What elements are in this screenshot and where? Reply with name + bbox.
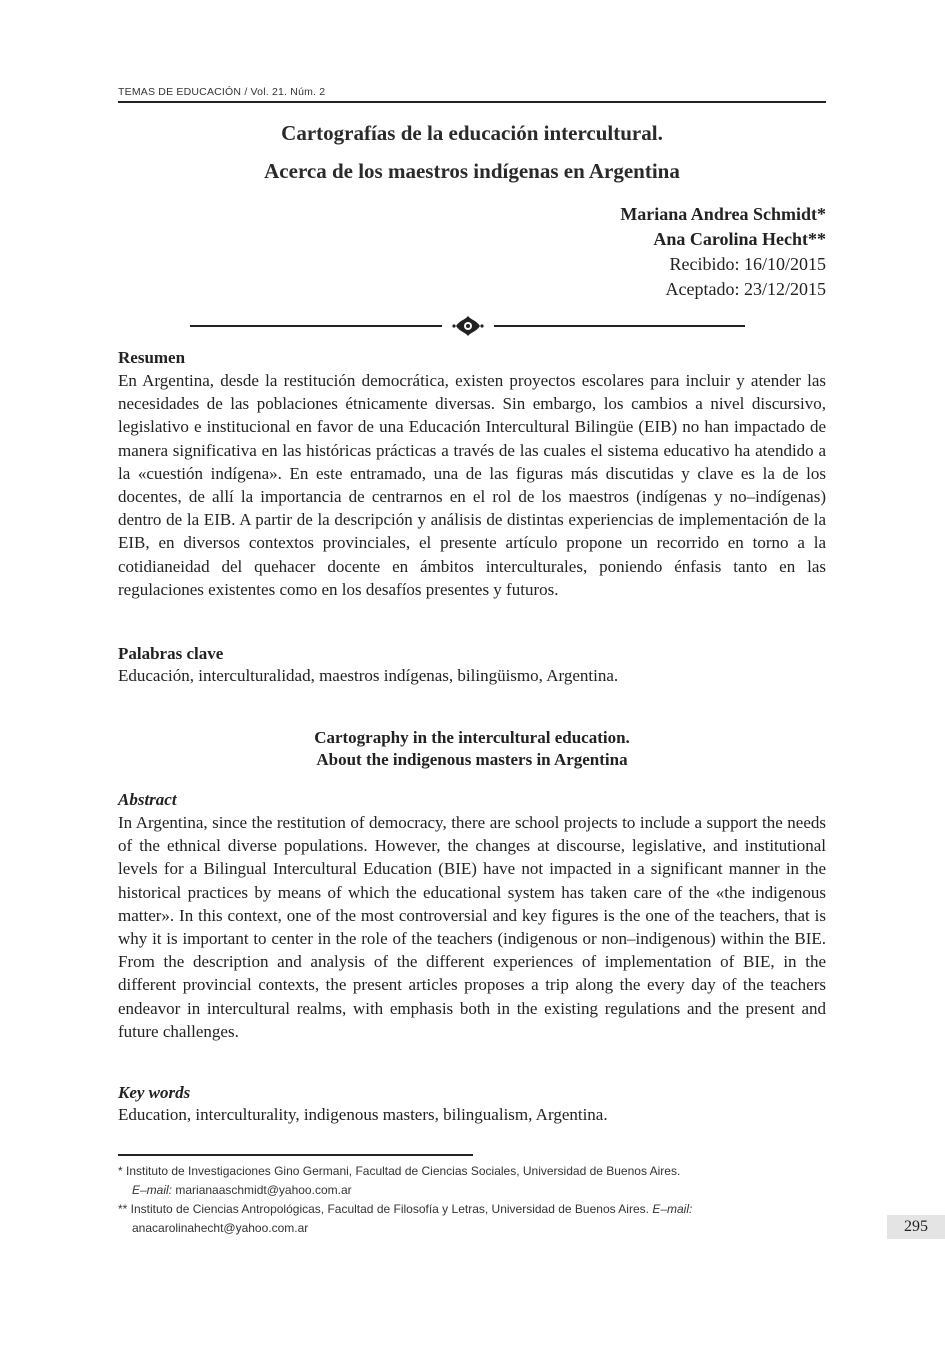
fleuron-icon <box>452 315 484 337</box>
footnote-1-text: * Instituto de Investigaciones Gino Germani, Facultad de Ciencias Sociales, Universidad de Buenos Aires. <box>118 1164 681 1178</box>
resumen-heading: Resumen <box>118 348 186 367</box>
footnote-1-email-line <box>118 1181 826 1200</box>
page-number: 295 <box>887 1215 945 1239</box>
divider-line-right <box>494 325 745 327</box>
footnote-2-email[interactable]: anacarolinahecht@yahoo.com.ar <box>132 1221 309 1235</box>
author-2: Ana Carolina Hecht** <box>653 229 826 249</box>
author-1: Mariana Andrea Schmidt* <box>620 204 826 224</box>
footnote-rule <box>118 1154 473 1156</box>
article-title <box>118 114 826 190</box>
key-words-heading: Key words <box>118 1083 191 1102</box>
ornamental-divider <box>190 315 745 337</box>
english-title <box>118 727 826 771</box>
abstract-section <box>118 789 826 1043</box>
footnote-1 <box>118 1162 826 1181</box>
key-words-text: Education, interculturality, indigenous masters, bilingualism, Argentina. <box>118 1105 608 1124</box>
abstract-text: In Argentina, since the restitution of democracy, there are school projects to include a support the needs of the ethnical diverse populations. However, the changes at discourse, legislative, and institutional levels for a Bilingual Intercultural Education (BIE) have not impacted in a significant manner in the historical practices by means of which the educational system has taken care of the «the indigenous matter». In this context, one of the most controversial and key figures is the one of the teachers, that is why it is important to center in the role of the teachers (indigenous or non–indigenous) within the BIE. From the description and analysis of the different experiences of implementation of BIE, in the different provincial contexts, the present articles proposes a trip along the every day of the teachers endeavor in intercultural realms, with emphasis both in the existing regulations and the present and future challenges. <box>118 813 826 1041</box>
footnote-2-email-label: E–mail: <box>652 1202 693 1216</box>
footnote-1-email[interactable]: marianaaschmidt@yahoo.com.ar <box>175 1183 352 1197</box>
title-line-2: Acerca de los maestros indígenas en Argentina <box>264 159 680 183</box>
palabras-clave-heading: Palabras clave <box>118 644 224 663</box>
accepted-date: Aceptado: 23/12/2015 <box>665 279 826 299</box>
divider-line-left <box>190 325 442 327</box>
footnote-1-email-label: E–mail: <box>132 1183 173 1197</box>
title-line-1: Cartografías de la educación intercultural. <box>281 121 663 145</box>
author-block <box>620 202 826 302</box>
footnote-2-text: ** Instituto de Ciencias Antropológicas, Facultad de Filosofía y Letras, Universidad de Buenos Aires. <box>118 1202 649 1216</box>
english-title-line-2: About the indigenous masters in Argentina <box>316 750 628 769</box>
palabras-clave-section <box>118 643 826 687</box>
footnote-2 <box>118 1200 826 1219</box>
palabras-clave-text: Educación, interculturalidad, maestros indígenas, bilingüismo, Argentina. <box>118 666 619 685</box>
resumen-text: En Argentina, desde la restitución democrática, existen proyectos escolares para incluir y atender las necesidades de las poblaciones étnicamente diversas. Sin embargo, los cambios a nivel discursivo, legislativo e institucional en favor de una Educación Intercultural Bilingüe (EIB) no han impactado de manera significativa en las históricas prácticas a través de las cuales el sistema educativo ha atendido a la «cuestión indígena». En este entramado, una de las figuras más discutidas y clave es la de los docentes, de allí la importancia de centrarnos en el rol de los maestros (indígenas y no–indígenas) dentro de la EIB. A partir de la descripción y análisis de distintas experiencias de implementación de la EIB, en diversos contextos provinciales, el presente artículo propone un recorrido en torno a la cotidianeidad del quehacer docente en ámbitos interculturales, poniendo énfasis tanto en las regulaciones existentes como en los desafíos presentes y futuros. <box>118 371 826 599</box>
key-words-section <box>118 1082 826 1126</box>
footnote-2-email-line <box>118 1219 826 1238</box>
footnotes <box>118 1162 826 1238</box>
received-date: Recibido: 16/10/2015 <box>669 254 826 274</box>
abstract-heading: Abstract <box>118 790 177 809</box>
resumen-section <box>118 347 826 601</box>
english-title-line-1: Cartography in the intercultural education. <box>314 728 630 747</box>
running-head: TEMAS DE EDUCACIÓN / Vol. 21. Núm. 2 <box>118 86 826 103</box>
